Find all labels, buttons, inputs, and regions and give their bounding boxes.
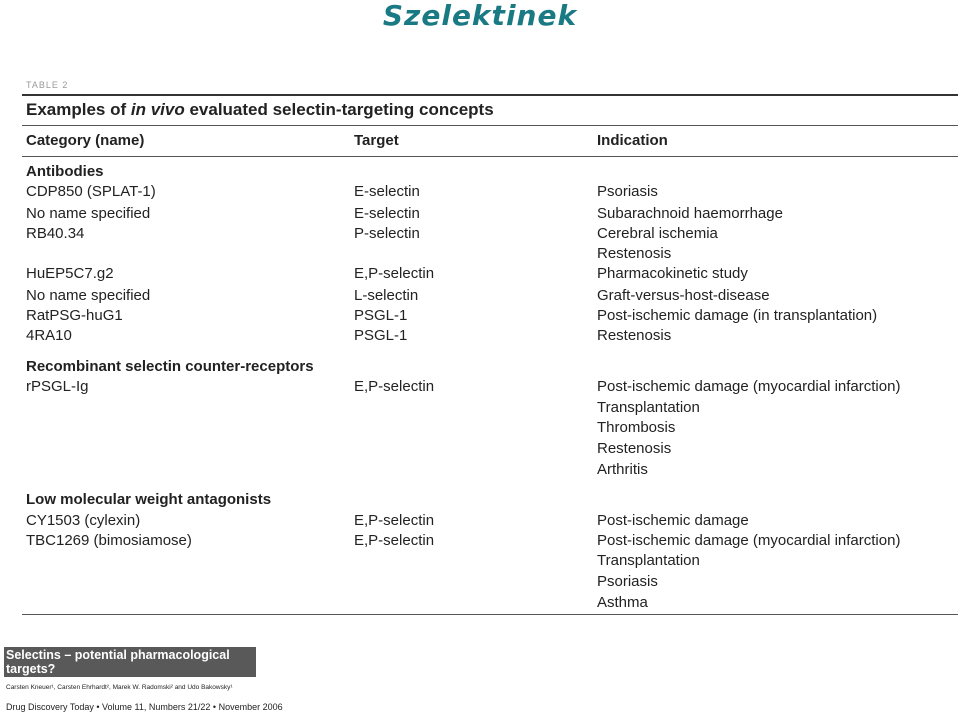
- row-indication: Arthritis: [597, 461, 648, 478]
- header-indication: Indication: [597, 132, 668, 149]
- row-indication: Psoriasis: [597, 183, 658, 200]
- row-target: E,P-selectin: [354, 378, 435, 395]
- caption-suffix: evaluated selectin-targeting concepts: [184, 100, 494, 119]
- row-indication: Restenosis: [597, 440, 672, 457]
- table-label: TABLE 2: [26, 80, 69, 90]
- row-name: RB40.34: [26, 225, 85, 242]
- row-indication: Post-ischemic damage (myocardial infarction): [597, 532, 901, 549]
- header-rule: [22, 156, 958, 157]
- row-name: HuEP5C7.g2: [26, 265, 114, 282]
- row-indication: Post-ischemic damage (myocardial infarction): [597, 378, 901, 395]
- row-name: No name specified: [26, 205, 151, 222]
- row-indication: Restenosis: [597, 245, 672, 262]
- caption-rule: [22, 125, 958, 126]
- table-bottom-rule: [22, 614, 958, 615]
- group-heading-antibodies: Antibodies: [26, 163, 104, 180]
- row-name: TBC1269 (bimosiamose): [26, 532, 192, 549]
- row-target: PSGL-1: [354, 327, 408, 344]
- caption-italic: in vivo: [130, 100, 185, 119]
- row-name: 4RA10: [26, 327, 72, 344]
- journal-reference: Drug Discovery Today • Volume 11, Numbers 21/22 • November 2006: [6, 702, 283, 712]
- row-name: No name specified: [26, 287, 151, 304]
- row-indication: Transplantation: [597, 399, 700, 416]
- row-name: rPSGL-Ig: [26, 378, 89, 395]
- row-target: E,P-selectin: [354, 532, 435, 549]
- row-target: E-selectin: [354, 183, 420, 200]
- header-category: Category (name): [26, 132, 145, 149]
- row-name: CDP850 (SPLAT-1): [26, 183, 156, 200]
- table-caption: [26, 100, 494, 120]
- row-indication: Asthma: [597, 594, 648, 611]
- row-target: E-selectin: [354, 205, 420, 222]
- row-indication: Psoriasis: [597, 573, 658, 590]
- row-name: CY1503 (cylexin): [26, 512, 141, 529]
- row-indication: Thrombosis: [597, 419, 676, 436]
- caption-prefix: Examples of: [26, 100, 131, 119]
- table-top-rule: [22, 94, 958, 96]
- row-target: L-selectin: [354, 287, 419, 304]
- group-heading-recombinant: Recombinant selectin counter-receptors: [26, 358, 314, 375]
- row-indication: Cerebral ischemia: [597, 225, 718, 242]
- row-target: P-selectin: [354, 225, 420, 242]
- article-title-banner: Selectins – potential pharmacological targets?: [4, 647, 256, 677]
- row-target: E,P-selectin: [354, 512, 435, 529]
- row-indication: Transplantation: [597, 552, 700, 569]
- header-target: Target: [354, 132, 399, 149]
- row-name: RatPSG-huG1: [26, 307, 123, 324]
- group-heading-antagonists: Low molecular weight antagonists: [26, 491, 272, 508]
- row-indication: Post-ischemic damage (in transplantation): [597, 307, 878, 324]
- row-target: PSGL-1: [354, 307, 408, 324]
- slide-title: Szelektinek: [382, 0, 578, 32]
- row-indication: Subarachnoid haemorrhage: [597, 205, 783, 222]
- row-indication: Graft-versus-host-disease: [597, 287, 770, 304]
- row-indication: Pharmacokinetic study: [597, 265, 748, 282]
- row-target: E,P-selectin: [354, 265, 435, 282]
- row-indication: Restenosis: [597, 327, 672, 344]
- article-authors: Carsten Kneuer¹, Carsten Ehrhardt², Marek W. Radomski² and Udo Bakowsky¹: [6, 684, 233, 691]
- row-indication: Post-ischemic damage: [597, 512, 749, 529]
